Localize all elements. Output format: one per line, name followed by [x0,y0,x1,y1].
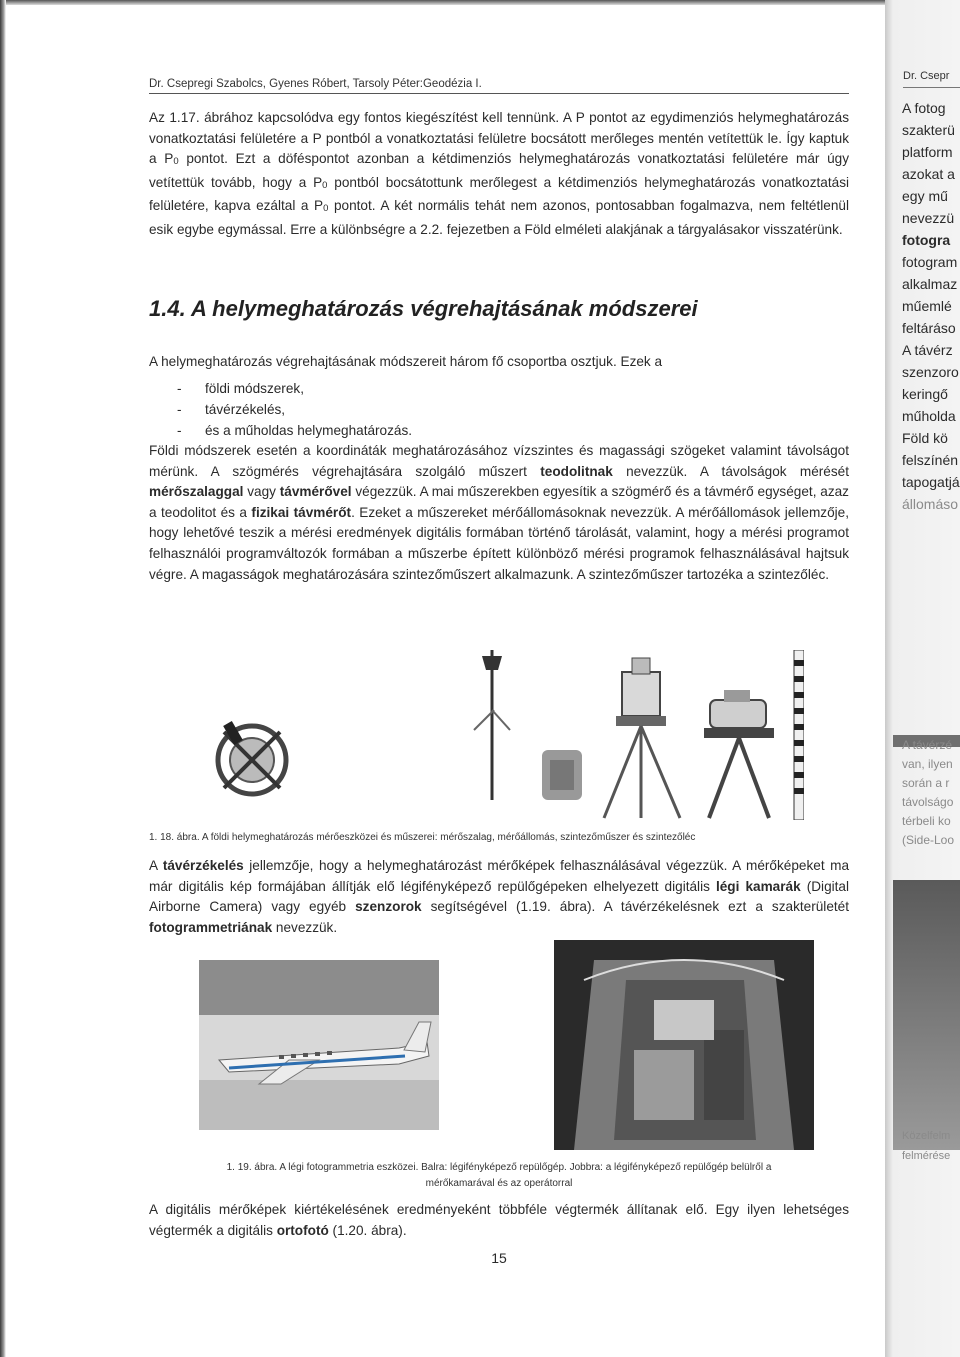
next-page-caption-line: (Side-Loo [902,833,955,847]
para3-text: (Digital Airborne Camera) vagy egyéb [149,878,850,915]
next-page-caption-line: térbeli ko [902,814,951,828]
next-page-strip [885,0,960,1357]
list-dash: - [177,381,182,396]
next-page-photo [893,880,960,1150]
para1-text-4: pontot. A két normális tehát nem azonos, pontosabban fogalmazva, nem feltétlenül esik egybe egymással. Erre a különbségre a 2.2. fejezetben a Föld elméleti alakjának a tárgyalásakor visszatérünk. [149,198,849,237]
list-item [149,420,849,441]
section-title: 1.4. A helymeghatározás végrehajtásának módszerei [149,296,698,321]
para3-text: nevezzük. [272,919,338,935]
list-dash: - [177,423,182,438]
method-list [149,378,849,441]
para1-subscript-1: 0 [173,156,179,168]
figure-survey-instruments [204,650,804,820]
section-intro: A helymeghatározás végrehajtásának módszereit három fő csoportba osztjuk. Ezek a [149,354,663,369]
para2-text: . Ezeket a műszereket mérőállomásoknak nevezzük. A mérőállomások jellemzője, hogy lehetővé teszik a mérési eredmények digitális formában történő tárolását, valamint, hogy a mérési programot felhasználói programváltozók formában a műszerbe épített különböző mérési programok felhasználásával hajtsuk végre. A magasságok meghatározására szintezőműszert alkalmazunk. A szintezőműszer tartozéka a szintezőléc. [149,504,849,582]
para2-text: végezzük. A mai műszerekben egyesítik a szögmérő és a távmérő egységet, azaz a teodolitot és a [149,484,849,520]
figure-aerial-aircraft [199,960,439,1130]
list-item [149,399,849,420]
term-orthophoto: ortofotó [276,1222,329,1238]
paragraph-remote-sensing [149,856,849,938]
para1-subscript-2: 0 [322,179,328,191]
term-photogrammetry: fotogrammetriának [149,919,273,935]
para1-subscript-3: 0 [323,203,329,215]
para3-text: A [149,858,163,873]
figure-aircraft-interior [554,940,814,1150]
next-page-line: nevezzü [902,210,955,226]
levelling-staff-illustration [794,650,804,820]
scan-edge-left [0,0,6,1357]
next-page-line: fotogram [902,254,958,270]
next-page-line: műholda [902,408,956,424]
para1-text-2: pontot. Ezt a döféspontot azonban a kétdimenziós helymeghatározás vonatkoztatási felületére már úgy vetítettük tovább, hogy a P [149,151,850,190]
figure-119-caption-line-2: mérőkamarával és az operátorral [425,1178,573,1189]
next-page-line: A fotog [902,100,946,116]
para4-text: A digitális mérőképek kiértékelésének eredményeként többféle végtermék állítanak elő. Egy ilyen lehetséges végtermék a digitális [149,1202,849,1238]
next-page-bottom-line: Közelfelm [902,1130,951,1142]
next-page-line: keringő [902,386,948,402]
figure-119-caption [149,1160,849,1192]
total-station-illustration [604,658,680,818]
term-remote-sensing: távérzékelés [162,858,244,873]
next-page-line: tapogatjá [902,474,960,490]
next-page-line: alkalmaz [902,276,958,292]
para2-text: nevezzük. A távolságok mérését [612,463,849,479]
next-page-line: A távérz [902,342,953,358]
next-page-line: állomáso [902,496,959,512]
figure-118-caption: 1. 18. ábra. A földi helymeghatározás mérőeszközei és műszerei: mérőszalag, mérőállomás, szintezőműszer és szintezőléc [149,832,696,843]
para3-text: segítségével (1.19. ábra). A távérzékelésnek ezt a szakterületét [421,899,849,915]
paragraph-projection-note [149,108,849,241]
list-item-label: távérzékelés, [205,402,286,417]
para2-text: Földi módszerek esetén a koordináták meghatározásához vízszintes és magassági szögeket valamint távolságot mérünk. A szögmérés végrehajtására szolgáló műszert [149,443,849,479]
term-measuring-tape: mérőszalaggal [149,484,244,500]
next-page-line: szenzoro [902,364,959,380]
measuring-tape-illustration [218,721,286,794]
next-page-caption-line: van, ilyen [902,757,953,771]
next-page-caption-line: A távérzé [902,738,953,752]
term-physical-distance-meter: fizikai távmérőt [251,504,352,520]
running-header: Dr. Csepregi Szabolcs, Gyenes Róbert, Tarsoly Péter:Geodézia I. [149,78,849,94]
next-page-line: Föld kö [902,430,948,446]
para1-text-1: Az 1.17. ábrához kapcsolódva egy fontos kiegészítést kell tennünk. A P pontot az egydimenziós helymeghatározás vonatkoztatási felületére a P pontból a vonatkoztatási felületre bocsátott merőleges mentén vetítettük le. Így kaptuk a P [149,110,849,167]
next-page-line: azokat a [902,166,955,182]
next-page-line: felszínén [902,452,959,468]
term-sensors: szenzorok [355,899,422,915]
list-dash: - [177,402,182,417]
para2-text: vagy [243,484,280,500]
prism-pole-illustration [474,650,582,800]
para1-text-3: pontból bocsátottunk merőlegest a kétdimenziós helymeghatározás vonatkoztatási felületére, kapva ezáltal a P [149,174,850,214]
next-page-line: platform [902,144,953,160]
next-page-line: feltáráso [902,320,956,336]
next-page-header: Dr. Csepr [903,70,950,82]
list-item-label: és a műholdas helymeghatározás. [205,423,413,438]
scan-edge-top [0,0,960,5]
list-item-label: földi módszerek, [205,381,304,396]
list-item [149,378,849,399]
paragraph-orthophoto [149,1200,849,1241]
para3-text: jellemzője, hogy a helymeghatározást mérőképek felhasználásával végezzük. A mérőképeket ma már digitális kép formájában állítják elő légifényképező repülőgépeken elhelyezett digitális [149,858,850,894]
next-page-line: szakterü [902,122,955,138]
next-page-caption-line: során a r [902,776,950,790]
term-theodolite: teodolitnak [540,463,613,479]
next-page-bottom-line: felmérése [902,1150,951,1162]
page-number: 15 [491,1250,507,1266]
term-aerial-cameras: légi kamarák [715,878,801,894]
next-page-rule [903,87,960,88]
paragraph-ground-methods [149,441,849,585]
term-distance-meter: távmérővel [279,484,352,500]
next-page-line: fotogra [902,232,951,248]
next-page-line: egy mű [902,188,948,204]
next-page-line: műemlé [902,298,952,314]
next-page-caption-line: távolságo [902,795,954,809]
para4-text: (1.20. ábra). [328,1222,407,1238]
level-instrument-illustration [704,690,774,818]
figure-119-caption-line-1: 1. 19. ábra. A légi fotogrammetria eszközei. Balra: légifényképező repülőgép. Jobbra: a légifényképező repülőgép belülről a [226,1162,772,1173]
